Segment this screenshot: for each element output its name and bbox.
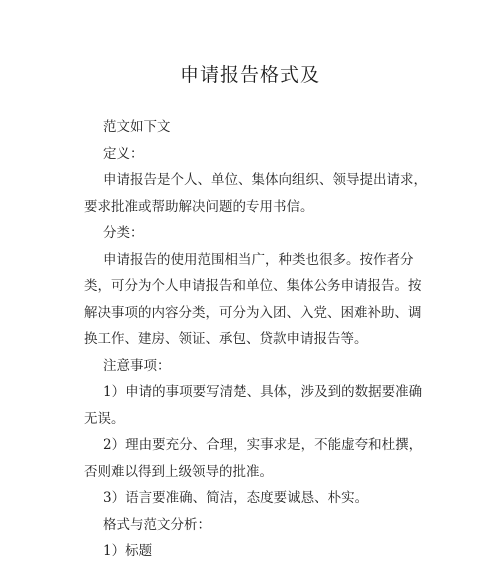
body-line-11: 1）申请的事项要写清楚、具体，涉及到的数据要准确 [103,384,423,400]
document-title: 申请报告格式及 [179,64,320,86]
body-line-12: 无误。 [84,410,125,427]
body-line-5: 分类： [103,225,144,241]
body-line-2: 定义： [103,145,144,162]
body-line-17: 1）标题 [103,543,153,559]
body-line-1: 范文如下文 [103,119,171,135]
body-line-15: 3）语言要准确、简洁，态度要诚恳、朴实。 [103,490,369,506]
body-line-14: 否则难以得到上级领导的批准。 [84,463,273,480]
document-body [84,114,427,565]
body-line-16: 格式与范文分析： [103,516,211,533]
body-line-9: 换工作、建房、领证、承包、贷款申请报告等。 [84,331,368,347]
body-line-3: 申请报告是个人、单位、集体向组织、领导提出请求， [103,172,427,188]
body-line-6: 申请报告的使用范围相当广，种类也很多。按作者分 [103,251,414,268]
body-line-8: 解决事项的内容分类，可分为入团、入党、困难补助、调 [84,304,422,321]
body-line-7: 类，可分为个人申请报告和单位、集体公务申请报告。按 [84,278,422,294]
body-line-13: 2）理由要充分、合理，实事求是，不能虚夸和杜撰， [103,437,423,453]
body-line-4: 要求批准或帮助解决问题的专用书信。 [84,198,314,215]
body-line-10: 注意事项： [103,357,171,374]
